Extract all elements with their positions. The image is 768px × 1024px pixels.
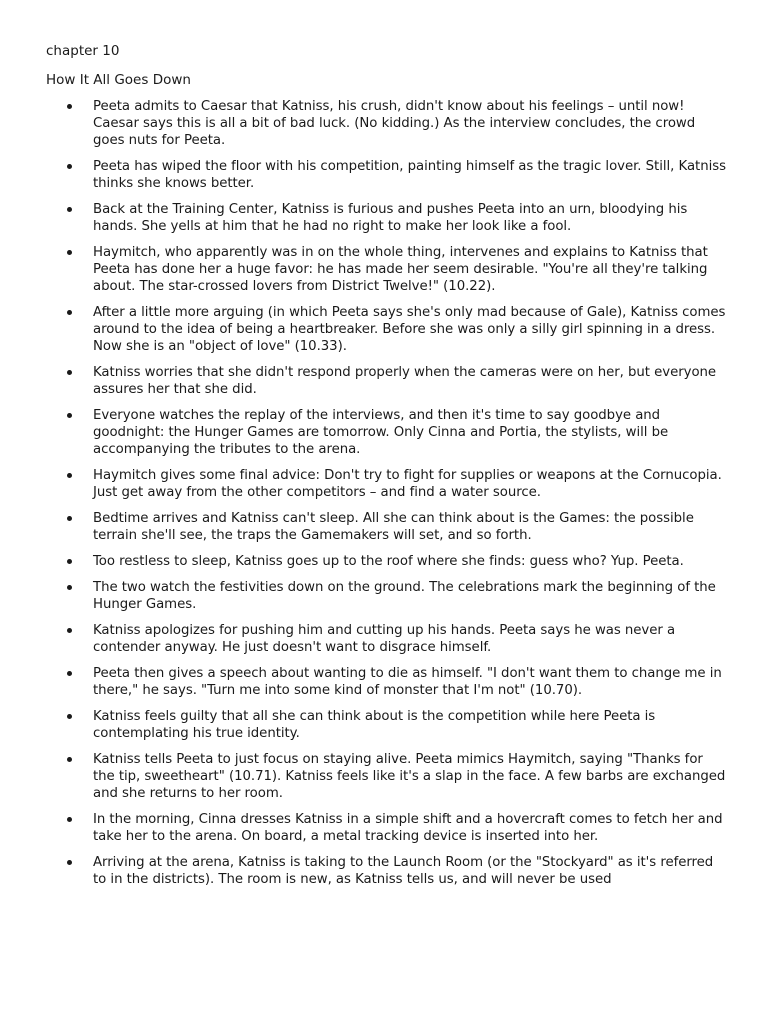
bullet-text: Peeta admits to Caesar that Katniss, his crush, didn't know about his feelings – until now! Caesar says this is all a bit of bad luck. (No kidding.) As the interview concludes, the crowd goes nuts for Peeta. <box>93 99 696 148</box>
bullet-text: Katniss feels guilty that all she can think about is the competition while here Peeta is contemplating his true identity. <box>93 709 656 741</box>
bullet-item <box>0 811 768 845</box>
bullet-text: Arriving at the arena, Katniss is taking to the Launch Room (or the "Stockyard" as it's referred to in the districts). The room is new, as Katniss tells us, and will never be used <box>93 855 714 887</box>
bullet-dot-icon <box>67 714 72 719</box>
bullet-text: Everyone watches the replay of the interviews, and then it's time to say goodbye and goodnight: the Hunger Games are tomorrow. Only Cinna and Portia, the stylists, will be accompanying the tributes to the arena. <box>93 408 669 457</box>
bullet-dot-icon <box>67 516 72 521</box>
bullet-dot-icon <box>67 413 72 418</box>
bullet-dot-icon <box>67 473 72 478</box>
bullet-dot-icon <box>67 860 72 865</box>
bullet-item <box>0 579 768 613</box>
bullet-text: Katniss apologizes for pushing him and cutting up his hands. Peeta says he was never a contender anyway. He just doesn't want to disgrace himself. <box>93 623 676 655</box>
bullet-item <box>0 201 768 235</box>
bullet-text: In the morning, Cinna dresses Katniss in a simple shift and a hovercraft comes to fetch her and take her to the arena. On board, a metal tracking device is inserted into her. <box>93 812 723 844</box>
bullet-text: Haymitch, who apparently was in on the whole thing, intervenes and explains to Katniss that Peeta has done her a huge favor: he has made her seem desirable. "You're all they're talking about. The star-crossed lovers from District Twelve!" (10.22). <box>93 245 708 294</box>
bullet-item <box>0 158 768 192</box>
bullet-text: Haymitch gives some final advice: Don't try to fight for supplies or weapons at the Cornucopia. Just get away from the other competitors – and find a water source. <box>93 468 722 500</box>
bullet-item <box>0 98 768 149</box>
bullet-dot-icon <box>67 757 72 762</box>
bullet-item <box>0 407 768 458</box>
bullet-item <box>0 751 768 802</box>
bullet-item <box>0 244 768 295</box>
bullet-text: Katniss worries that she didn't respond properly when the cameras were on her, but everyone assures her that she did. <box>93 365 717 397</box>
bullet-text: The two watch the festivities down on the ground. The celebrations mark the beginning of the Hunger Games. <box>93 580 716 612</box>
bullet-item <box>0 467 768 501</box>
chapter-heading: chapter 10 <box>46 43 120 59</box>
bullet-text: Bedtime arrives and Katniss can't sleep. All she can think about is the Games: the possible terrain she'll see, the traps the Gamemakers will set, and so forth. <box>93 511 694 543</box>
bullet-item <box>0 304 768 355</box>
bullet-item <box>0 854 768 888</box>
bullet-item <box>0 708 768 742</box>
bullet-item <box>0 364 768 398</box>
bullet-item <box>0 665 768 699</box>
bullet-dot-icon <box>67 585 72 590</box>
bullet-dot-icon <box>67 250 72 255</box>
section-heading: How It All Goes Down <box>46 72 191 88</box>
bullet-text: Katniss tells Peeta to just focus on staying alive. Peeta mimics Haymitch, saying "Thanks for the tip, sweetheart" (10.71). Katniss feels like it's a slap in the face. A few barbs are exchanged and she returns to her room. <box>93 752 726 801</box>
bullet-dot-icon <box>67 559 72 564</box>
bullet-item <box>0 622 768 656</box>
bullet-dot-icon <box>67 164 72 169</box>
bullet-dot-icon <box>67 104 72 109</box>
bullet-text: Too restless to sleep, Katniss goes up to the roof where she finds: guess who? Yup. Peeta. <box>93 554 684 569</box>
bullet-text: After a little more arguing (in which Peeta says she's only mad because of Gale), Katniss comes around to the idea of being a heartbreaker. Before she was only a silly girl spinning in a dress. Now she is an "object of love" (10.33). <box>93 305 726 354</box>
bullet-dot-icon <box>67 628 72 633</box>
bullet-dot-icon <box>67 310 72 315</box>
bullet-item <box>0 553 768 570</box>
bullet-item <box>0 510 768 544</box>
bullet-text: Peeta has wiped the floor with his competition, painting himself as the tragic lover. Still, Katniss thinks she knows better. <box>93 159 726 191</box>
bullet-text: Peeta then gives a speech about wanting to die as himself. "I don't want them to change me in there," he says. "Turn me into some kind of monster that I'm not" (10.70). <box>93 666 722 698</box>
bullet-dot-icon <box>67 370 72 375</box>
bullet-dot-icon <box>67 207 72 212</box>
bullet-dot-icon <box>67 817 72 822</box>
bullet-text: Back at the Training Center, Katniss is furious and pushes Peeta into an urn, bloodying his hands. She yells at him that he had no right to make her look like a fool. <box>93 202 688 234</box>
bullet-dot-icon <box>67 671 72 676</box>
summary-bullet-list <box>0 98 768 897</box>
